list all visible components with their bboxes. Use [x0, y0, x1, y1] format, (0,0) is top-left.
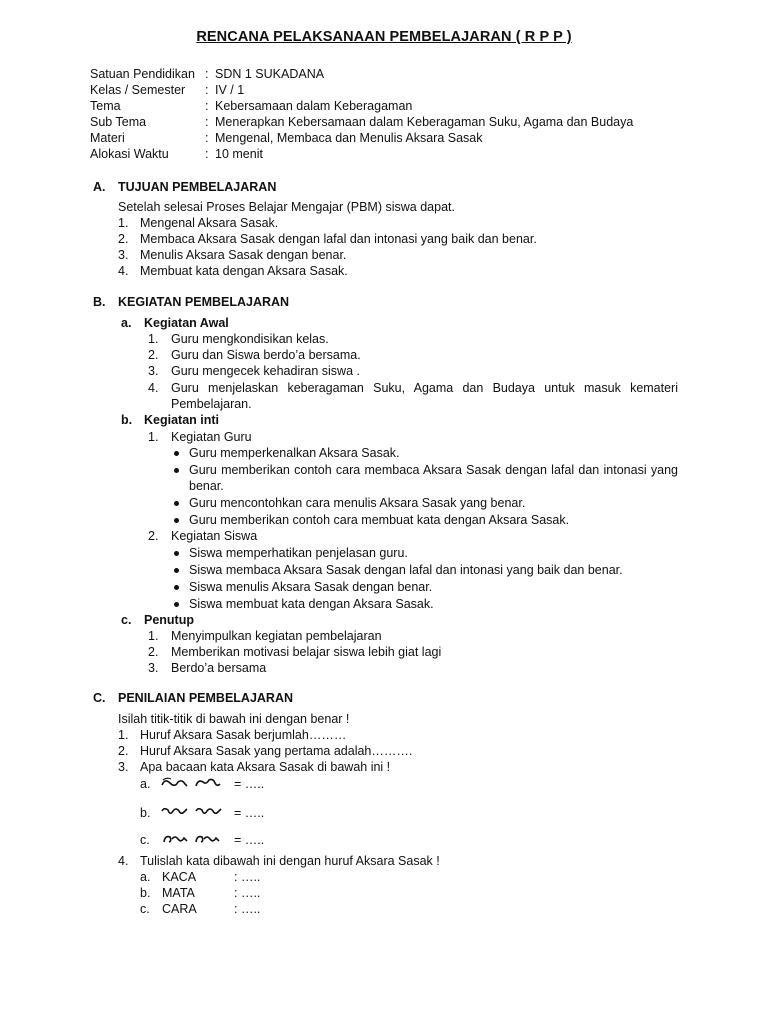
subsection-letter: a. [121, 316, 132, 330]
bullet-item: Siswa membaca Aksara Sasak dengan lafal dan intonasi yang baik dan benar. [189, 563, 623, 577]
question-number: 4. [118, 854, 129, 868]
bullet-icon [174, 551, 179, 556]
list-item: Guru dan Siswa berdo’a bersama. [171, 348, 361, 362]
list-number: 2. [118, 232, 129, 246]
bullet-icon [174, 568, 179, 573]
identity-separator: : [205, 147, 209, 161]
question-text: Apa bacaan kata Aksara Sasak di bawah ini ! [140, 760, 391, 774]
section-c-heading: PENILAIAN PEMBELAJARAN [118, 691, 294, 705]
option-letter: a. [140, 777, 151, 791]
identity-label: Kelas / Semester [90, 83, 186, 97]
subsection-letter: c. [121, 613, 132, 627]
bullet-icon [174, 501, 179, 506]
list-number: 2. [148, 348, 159, 362]
bullet-icon [174, 451, 179, 456]
answer-blank: = ….. [234, 806, 265, 820]
bullet-item: Guru mencontohkan cara menulis Aksara Sasak yang benar. [189, 496, 526, 510]
answer-blank: : ….. [234, 886, 261, 900]
question-number: 3. [118, 760, 129, 774]
list-item: Menyimpulkan kegiatan pembelajaran [171, 629, 382, 643]
list-item-continuation: Pembelajaran. [171, 397, 252, 411]
bullet-item-continuation: benar. [189, 479, 224, 493]
section-a-heading: TUJUAN PEMBELAJARAN [118, 180, 277, 194]
list-number: 1. [148, 629, 159, 643]
option-letter: a. [140, 870, 151, 884]
option-letter: b. [140, 886, 151, 900]
list-number: 1. [148, 430, 159, 444]
list-item: Guru menjelaskan keberagaman Suku, Agama dan Budaya untuk masuk kemateri [171, 381, 678, 395]
identity-value: SDN 1 SUKADANA [215, 67, 325, 81]
section-a-intro: Setelah selesai Proses Belajar Mengajar (PBM) siswa dapat. [118, 200, 455, 214]
list-number: 1. [148, 332, 159, 346]
identity-value: Menerapkan Kebersamaan dalam Keberagaman Suku, Agama dan Budaya [215, 115, 634, 129]
bullet-icon [174, 518, 179, 523]
identity-separator: : [205, 83, 209, 97]
bullet-item: Guru memberikan contoh cara membuat kata dengan Aksara Sasak. [189, 513, 570, 527]
list-item: Berdo’a bersama [171, 661, 267, 675]
list-item: Mengenal Aksara Sasak. [140, 216, 279, 230]
subsection-heading: Penutup [144, 613, 194, 627]
section-c-intro: Isilah titik-titik di bawah ini dengan benar ! [118, 712, 350, 726]
question-number: 1. [118, 728, 129, 742]
section-c-letter: C. [93, 691, 106, 705]
identity-value: Kebersamaan dalam Keberagaman [215, 99, 413, 113]
list-item: Memberikan motivasi belajar siswa lebih giat lagi [171, 645, 442, 659]
list-number: 2. [148, 529, 159, 543]
list-item: Membaca Aksara Sasak dengan lafal dan intonasi yang baik dan benar. [140, 232, 537, 246]
identity-separator: : [205, 67, 209, 81]
identity-separator: : [205, 115, 209, 129]
subsection-heading: Kegiatan Awal [144, 316, 229, 330]
aksara-sasak-word-b-image [160, 805, 224, 819]
subsection-letter: b. [121, 413, 133, 427]
answer-blank: = ….. [234, 833, 265, 847]
bullet-item: Siswa menulis Aksara Sasak dengan benar. [189, 580, 433, 594]
word-to-write: KACA [162, 870, 197, 884]
bullet-icon [174, 602, 179, 607]
bullet-icon [174, 585, 179, 590]
list-number: 1. [118, 216, 129, 230]
list-number: 3. [148, 661, 159, 675]
list-number: 3. [148, 364, 159, 378]
word-to-write: MATA [162, 886, 195, 900]
identity-label: Alokasi Waktu [90, 147, 169, 161]
answer-blank: : ….. [234, 870, 261, 884]
bullet-icon [174, 468, 179, 473]
identity-label: Sub Tema [90, 115, 147, 129]
answer-blank: = ….. [234, 777, 265, 791]
group-heading: Kegiatan Siswa [171, 529, 258, 543]
aksara-sasak-word-a-image [160, 776, 224, 790]
group-heading: Kegiatan Guru [171, 430, 252, 444]
identity-label: Satuan Pendidikan [90, 67, 195, 81]
answer-blank: : ….. [234, 902, 261, 916]
bullet-item: Siswa membuat kata dengan Aksara Sasak. [189, 597, 434, 611]
identity-value: Mengenal, Membaca dan Menulis Aksara Sasak [215, 131, 483, 145]
list-item: Guru mengecek kehadiran siswa . [171, 364, 360, 378]
bullet-item: Siswa memperhatikan penjelasan guru. [189, 546, 408, 560]
section-a-letter: A. [93, 180, 106, 194]
list-number: 2. [148, 645, 159, 659]
question-number: 2. [118, 744, 129, 758]
section-b-heading: KEGIATAN PEMBELAJARAN [118, 295, 290, 309]
identity-separator: : [205, 99, 209, 113]
list-item: Membuat kata dengan Aksara Sasak. [140, 264, 348, 278]
identity-label: Tema [90, 99, 121, 113]
question-text: Huruf Aksara Sasak berjumlah……… [140, 728, 347, 742]
section-b-letter: B. [93, 295, 106, 309]
subsection-heading: Kegiatan inti [144, 413, 220, 427]
list-number: 4. [148, 381, 159, 395]
document-title: RENCANA PELAKSANAAN PEMBELAJARAN ( R P P ) [196, 29, 572, 45]
list-item: Menulis Aksara Sasak dengan benar. [140, 248, 347, 262]
identity-value: IV / 1 [215, 83, 245, 97]
identity-label: Materi [90, 131, 125, 145]
option-letter: c. [140, 902, 150, 916]
list-item: Guru mengkondisikan kelas. [171, 332, 329, 346]
option-letter: c. [140, 833, 150, 847]
word-to-write: CARA [162, 902, 197, 916]
bullet-item: Guru memberikan contoh cara membaca Aksara Sasak dengan lafal dan intonasi yang [189, 463, 678, 477]
identity-separator: : [205, 131, 209, 145]
bullet-item: Guru memperkenalkan Aksara Sasak. [189, 446, 400, 460]
question-text: Tulislah kata dibawah ini dengan huruf Aksara Sasak ! [140, 854, 440, 868]
list-number: 4. [118, 264, 129, 278]
option-letter: b. [140, 806, 151, 820]
aksara-sasak-word-c-image [160, 832, 224, 846]
identity-value: 10 menit [215, 147, 263, 161]
list-number: 3. [118, 248, 129, 262]
question-text: Huruf Aksara Sasak yang pertama adalah………. [140, 744, 413, 758]
